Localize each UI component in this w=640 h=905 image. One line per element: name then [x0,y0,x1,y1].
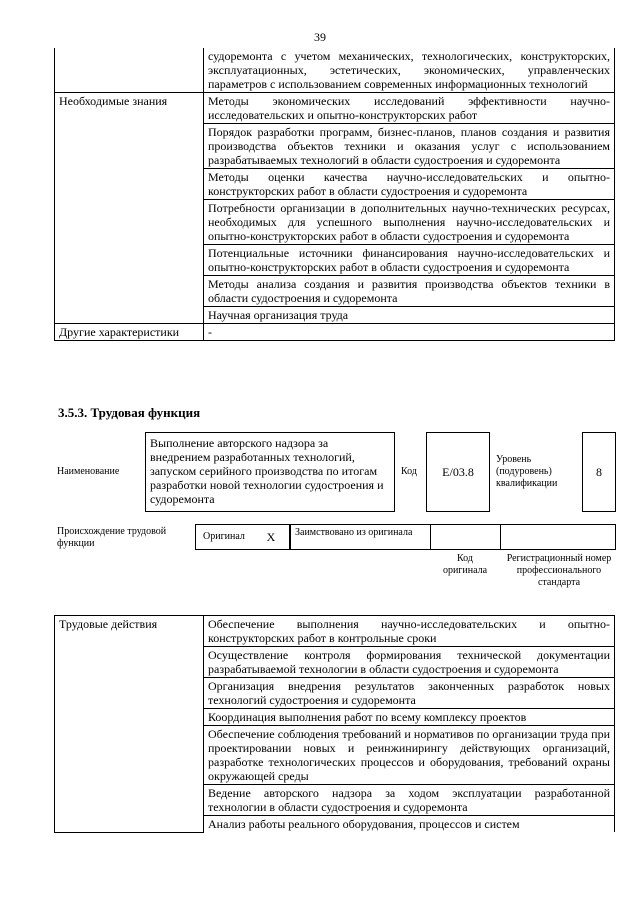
reg-caption: Регистрационный номер профессионального стандарта [506,553,612,588]
row-label: Необходимые знания [55,93,204,324]
labor-actions-table [54,615,615,833]
table-cell: Методы экономических исследований эффективности научно-исследовательских и опытно-конструкторских работ [204,93,615,124]
function-name-box [145,432,395,512]
table-cell: Координация выполнения работ по всему комплексу проектов [204,709,615,726]
table-cell: Осуществление контроля формирования технической документации разрабатываемой технологии в области судостроения и судоремонта [204,647,615,678]
code-value: E/03.8 [442,465,474,479]
row-label: Другие характеристики [55,324,204,341]
table-cell: Анализ работы реального оборудования, процессов и систем [204,816,615,833]
original-label: Оригинал [203,531,245,542]
table-row [55,48,615,93]
function-name: Выполнение авторского надзора за внедрением разработанных технологий, запуском серийного производства по итогам разработки новой технологии судостроения и судоремонта [150,436,384,506]
code-label: Код [401,466,417,477]
table-cell: судоремонта с учетом механических, технологических, конструкторских, эксплуатационных, эстетических, экономических, управленческих параметров с использованием современных информационных технологий [204,48,615,93]
original-cell [195,524,253,550]
row-label: Трудовые действия [55,616,204,833]
table-cell: Методы оценки качества научно-исследовательских и опытно-конструкторских работ в области судостроения и судоремонта [204,169,615,200]
table-cell: Обеспечение выполнения научно-исследовательских и опытно-конструкторских работ в контрольные сроки [204,616,615,647]
table-cell: - [204,324,615,341]
level-value: 8 [596,465,602,479]
borrowed-label: Заимствовано из оригинала [295,527,413,538]
table-cell: Научная организация труда [204,307,615,324]
borrowed-cell [290,524,431,550]
reg-number-cell [500,524,616,550]
row-label [55,48,204,93]
level-label: Уровень (подуровень) квалификации [496,454,558,489]
page-number: 39 [314,30,326,44]
table-cell: Организация внедрения результатов законченных разработок новых технологий судостроения и судоремонта [204,678,615,709]
level-box [582,432,616,512]
origin-code-cell [430,524,501,550]
name-label: Наименование [57,466,120,477]
table-cell: Потребности организации в дополнительных научно-технических ресурсах, необходимых для успешного выполнения научно-исследовательских и опытно-конструкторских работ в области судостроения и судоремонта [204,200,615,245]
table-cell: Потенциальные источники финансирования научно-исследовательских и опытно-конструкторских работ в области судостроения и судоремонта [204,245,615,276]
original-mark: X [266,530,276,544]
code-box [426,432,490,512]
original-mark-cell [253,524,290,550]
table-row [55,93,615,124]
table-row [55,616,615,647]
knowledge-table [54,48,615,341]
table-row [55,324,615,341]
table-cell: Методы анализа создания и развития производства объектов техники в области судостроения и судоремонта [204,276,615,307]
table-cell: Ведение авторского надзора за ходом эксплуатации разработанной технологии в области судостроения и судоремонта [204,785,615,816]
section-title: 3.5.3. Трудовая функция [58,405,201,420]
origin-label: Происхождение трудовой функции [57,526,167,549]
table-cell: Обеспечение соблюдения требований и нормативов по организации труда при проектировании новых и реинжинирингу действующих организаций, разработке технологических процессов и оборудования, требований охраны окружающей среды [204,726,615,785]
code-caption: Код оригинала [442,553,488,576]
table-cell: Порядок разработки программ, бизнес-планов, планов создания и развития производства объектов техники и оказания услуг с использованием разрабатываемых технологий в области судостроения и судоремонта [204,124,615,169]
